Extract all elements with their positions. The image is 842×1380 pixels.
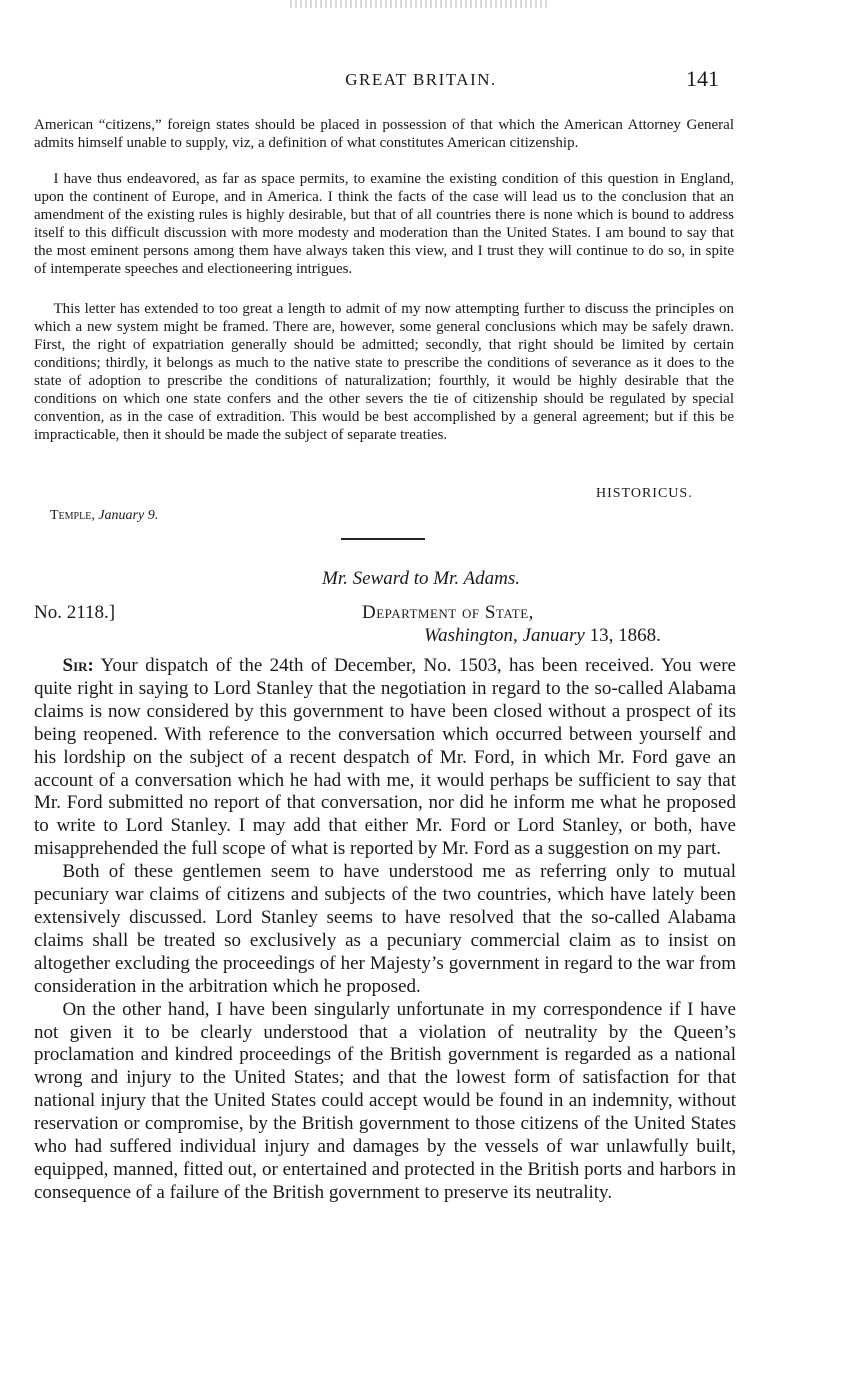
dispatch-month: January	[522, 625, 585, 646]
page-number: 141	[686, 66, 719, 91]
paragraph: Both of these gentlemen seem to have understood me as referring only to mutual pecuniary war claims of citizens and subjects of the two countries, which have lately been extensively discussed. Lord Stanley seems to have resolved that the so-called Alabama claims shall be treated so exclusively as a pecuniary commercial claim as to insist on altogether excluding the proceedings of her Majesty’s government in regard to the war from consideration in the arbitration which he proposed.	[34, 861, 736, 997]
signature: HISTORICUS.	[596, 486, 693, 501]
department-name: Department of State,	[362, 602, 534, 623]
dispatch-year: 13, 1868.	[589, 625, 661, 646]
dispatch-place: Washington,	[424, 625, 518, 646]
salutation: Sir:	[62, 655, 94, 676]
running-head: GREAT BRITAIN.	[345, 70, 497, 89]
letter-seward-body	[34, 655, 736, 1205]
paragraph: American “citizens,” foreign states should be placed in possession of that which the American Attorney General admits himself unable to supply, viz, a definition of what constitutes American citizenship.	[34, 117, 734, 151]
paragraph	[34, 655, 736, 861]
dateline	[50, 508, 158, 524]
paragraph: This letter has extended to too great a length to admit of my now attempting further to discuss the principles on which a new system might be framed. There are, however, some general conclusions which may be safely drawn. First, the right of expatriation generally should be admitted; secondly, that right should be limited by certain conditions; thirdly, it belongs as much to the native state to prescribe the conditions of severance as it does to the state of adoption to prescribe the conditions of naturalization; fourthly, it would be highly desirable that the conditions on which one state confers and the other severs the tie of citizenship should be regulated by special convention, as in the case of extradition. This would be best accomplished by a general agreement; but if this be impracticable, then it should be made the subject of separate treaties.	[34, 301, 734, 443]
dateline-place: Temple,	[50, 508, 95, 523]
dateline-date: January 9.	[98, 508, 159, 523]
paragraph: I have thus endeavored, as far as space permits, to examine the existing condition of this question in England, upon the continent of Europe, and in America. I think the facts of the case will lead us to the conclusion that an amendment of the existing rules is highly desirable, but that of all countries there is none which is bound to address itself to this difficult discussion with more modesty and moderation than the United States. I am bound to say that the most eminent persons among them have always taken this view, and I trust they will continue to do so, in spite of intemperate speeches and electioneering intrigues.	[34, 171, 734, 277]
section-divider	[341, 538, 425, 540]
paragraph-text: Your dispatch of the 24th of December, No. 1503, has been received. You were quite right in saying to Lord Stanley that the negotiation in regard to the so-called Alabama claims is now considered by this government to have been closed without a prospect of its being reopened. With reference to the conversation which occurred between yourself and his lordship on the subject of a recent despatch of Mr. Ford, in which Mr. Ford gave an account of a conversation which he had with me, it would perhaps be sufficient to say that Mr. Ford submitted no report of that conversation, nor did he inform me what he proposed to write to Lord Stanley. I may add that either Mr. Ford or Lord Stanley, or both, have misapprehended the full scope of what is reported by Mr. Ford as a suggestion on my part.	[34, 655, 736, 860]
letter-historicus-continued	[34, 300, 734, 444]
letter-historicus-middle	[34, 170, 734, 278]
dispatch-dateline	[424, 625, 661, 647]
letter-heading: Mr. Seward to Mr. Adams.	[322, 568, 520, 589]
letter-historicus-text	[34, 116, 734, 152]
document-number: No. 2118.]	[34, 602, 116, 623]
page-header	[0, 66, 842, 96]
paragraph: On the other hand, I have been singularly unfortunate in my correspondence if I have not given it to be clearly understood that a violation of neutrality by the Queen’s proclamation and kindred proceedings of the British government is regarded as a national wrong and injury to the United States; and that the lowest form of satisfaction for that national injury that the United States could accept would be found in an indemnity, without reservation or compromise, by the British government to those citizens of the United States who had suffered individual injury and damages by the vessels of war unlawfully built, equipped, manned, fitted out, or entertained and protected in the British ports and harbors in consequence of a failure of the British government to preserve its neutrality.	[34, 998, 736, 1203]
scan-speckle	[290, 0, 550, 8]
